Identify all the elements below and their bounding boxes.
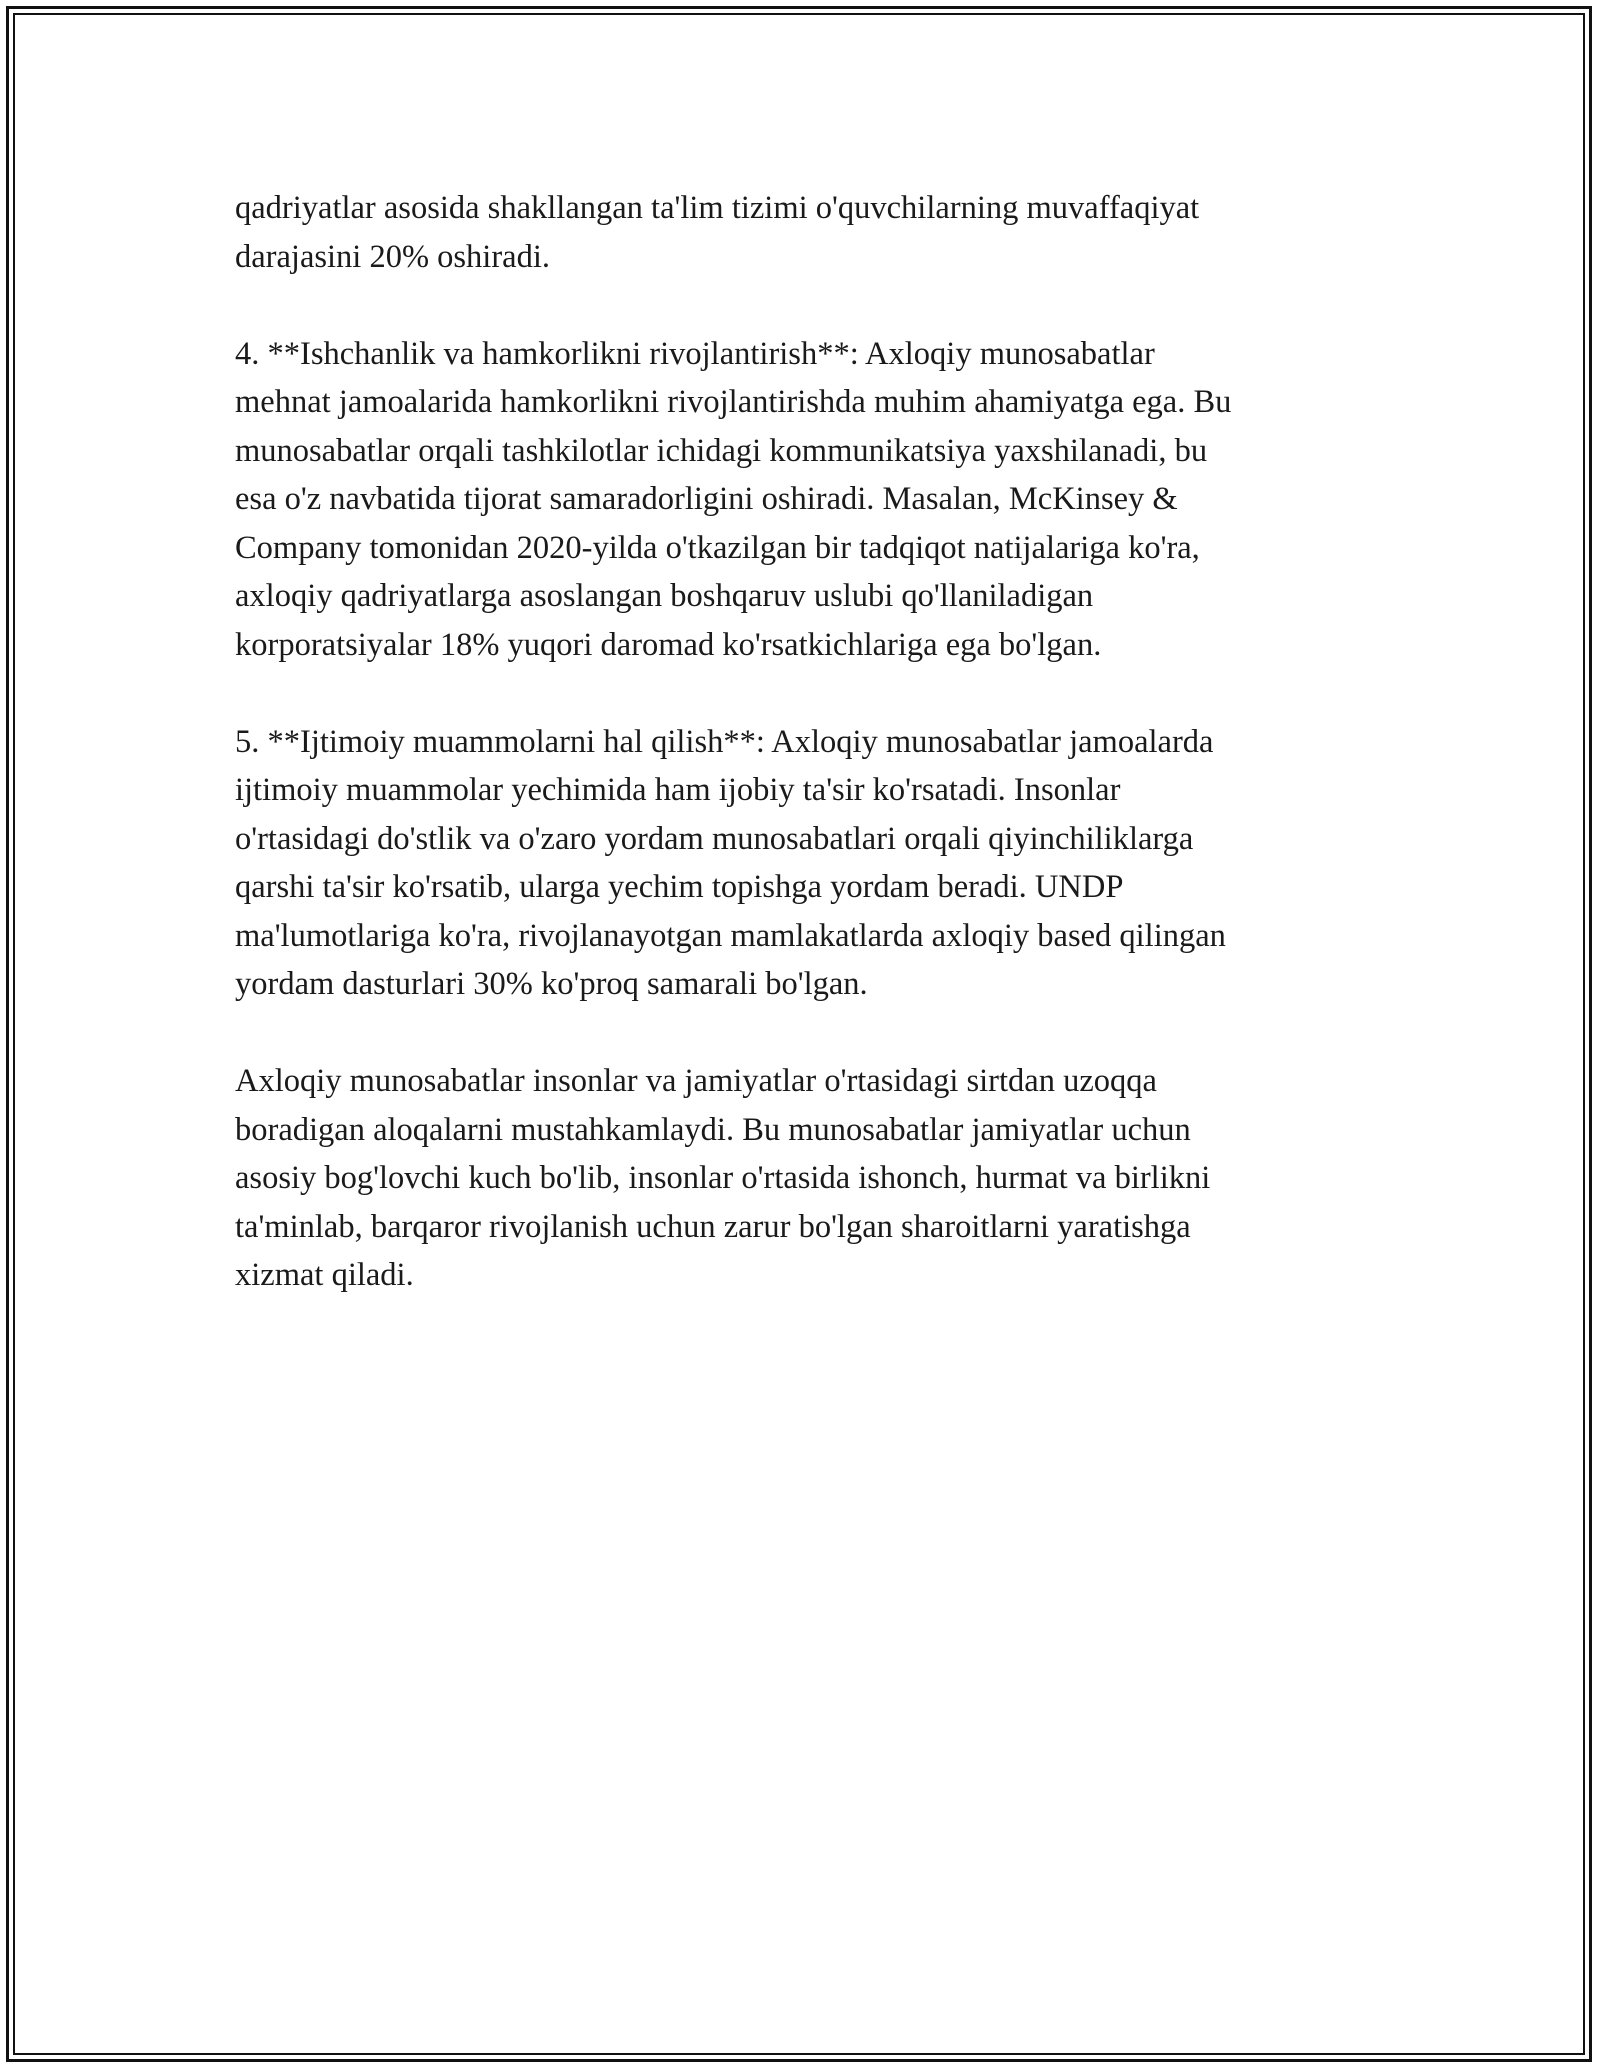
text-line: 4. **Ishchanlik va hamkorlikni rivojlantirish**: Axloqiy munosabatlar — [235, 335, 1155, 372]
text-line: darajasini 20% oshiradi. — [235, 238, 550, 275]
text-line: Axloqiy munosabatlar insonlar va jamiyatlar o'rtasidagi sirtdan uzoqqa — [235, 1063, 1157, 1099]
text-line: ijtimoiy muammolar yechimida ham ijobiy ta'sir ko'rsatadi. Insonlar — [235, 772, 1121, 808]
text-line: boradigan aloqalarni mustahkamlaydi. Bu munosabatlar jamiyatlar uchun — [235, 1111, 1191, 1148]
text-line: yordam dasturlari 30% ko'proq samarali bo'lgan. — [235, 966, 868, 1002]
text-line: axloqiy qadriyatlarga asoslangan boshqaruv uslubi qo'llaniladigan — [235, 578, 1094, 614]
text-line: asosiy bog'lovchi kuch bo'lib, insonlar o'rtasida ishonch, hurmat va birlikni — [235, 1160, 1211, 1196]
paragraph-intro-continuation — [235, 184, 1365, 281]
text-line: ta'minlab, barqaror rivojlanish uchun zarur bo'lgan sharoitlarni yaratishga — [235, 1208, 1191, 1245]
text-line: qarshi ta'sir ko'rsatib, ularga yechim topishga yordam beradi. UNDP — [235, 869, 1124, 905]
text-line: o'rtasidagi do'stlik va o'zaro yordam munosabatlari orqali qiyinchiliklarga — [235, 820, 1194, 857]
text-line: munosabatlar orqali tashkilotlar ichidagi kommunikatsiya yaxshilanadi, bu — [235, 432, 1208, 469]
text-line: ma'lumotlariga ko'ra, rivojlanayotgan mamlakatlarda axloqiy based qilingan — [235, 917, 1226, 954]
text-line: mehnat jamoalarida hamkorlikni rivojlantirishda muhim ahamiyatga ega. Bu — [235, 384, 1232, 420]
text-line: korporatsiyalar 18% yuqori daromad ko'rsatkichlariga ega bo'lgan. — [235, 626, 1102, 663]
paragraph-item-5 — [235, 718, 1365, 1009]
text-line: 5. **Ijtimoiy muammolarni hal qilish**: Axloqiy munosabatlar jamoalarda — [235, 723, 1214, 760]
paragraph-conclusion — [235, 1057, 1365, 1300]
text-line: xizmat qiladi. — [235, 1257, 414, 1293]
document-body — [235, 184, 1365, 1348]
text-line: esa o'z navbatida tijorat samaradorligini oshiradi. Masalan, McKinsey & — [235, 481, 1178, 517]
text-line: qadriyatlar asosida shakllangan ta'lim tizimi o'quvchilarning muvaffaqiyat — [235, 190, 1200, 226]
text-line: Company tomonidan 2020-yilda o'tkazilgan bir tadqiqot natijalariga ko'ra, — [235, 529, 1200, 566]
paragraph-item-4 — [235, 330, 1365, 670]
